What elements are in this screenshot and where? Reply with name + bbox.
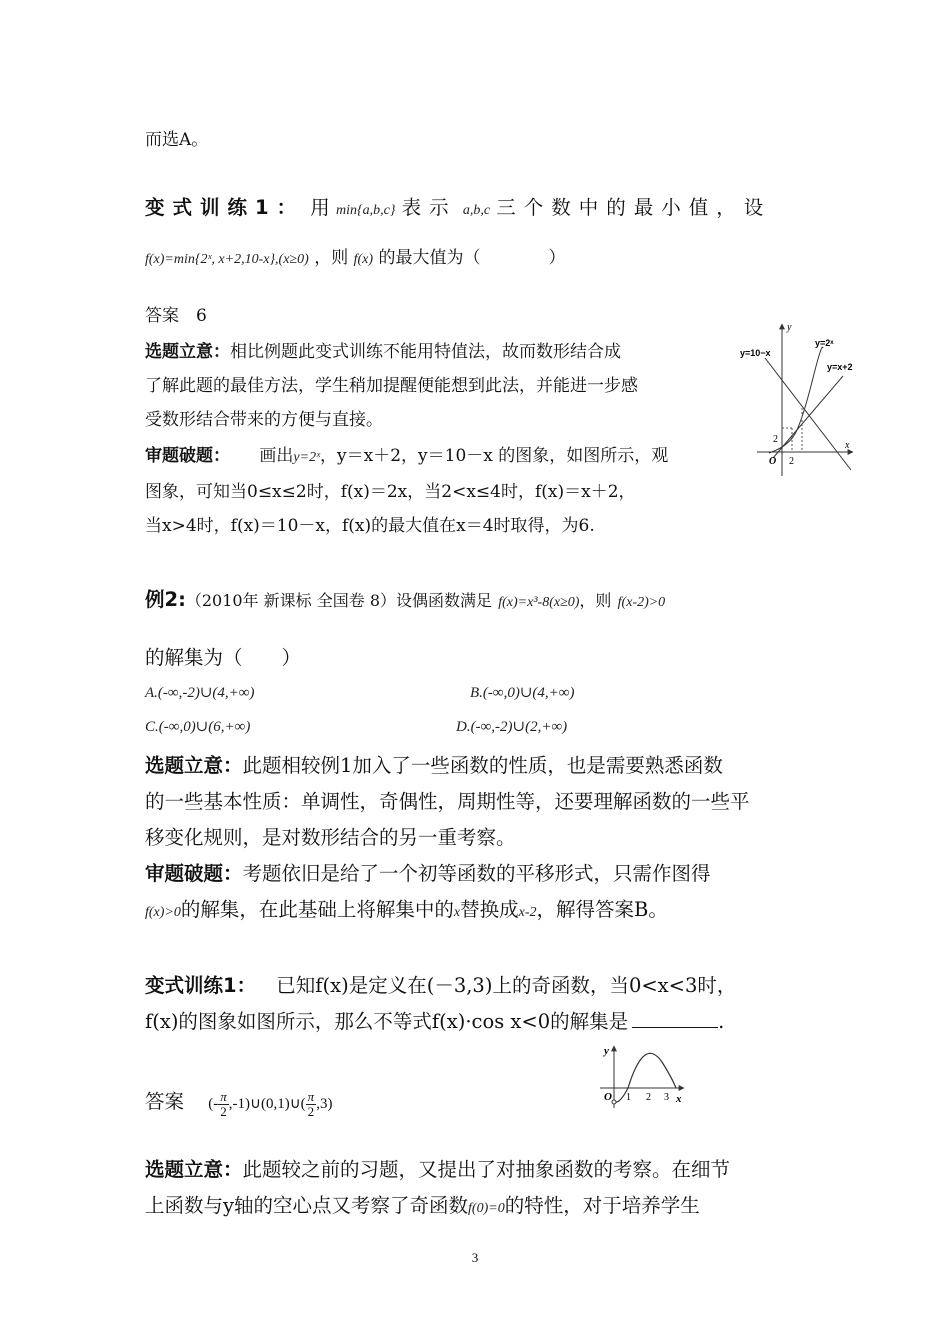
text: 上函数与y轴的空心点又考察了奇函数 [145, 1194, 469, 1217]
text: 替换成 [460, 898, 519, 921]
section-label: 审题破题： [145, 862, 243, 885]
math-expr: x-2 [518, 905, 537, 920]
option-d: D.(-∞,-2)∪(2,+∞) [456, 719, 568, 735]
ex2-intent-line3: 移变化规则，是对数形结合的另一重考察。 [145, 826, 516, 849]
math-expr: a,b,c [462, 203, 491, 218]
text: 此题相较例1加入了一些函数的性质，也是需要熟悉函数 [242, 754, 723, 777]
answer-expression [208, 1089, 333, 1120]
answer-blank [632, 1013, 718, 1028]
math-expr: min{a,b,c} [336, 203, 396, 218]
text: 三个数中的最小值，设 [496, 196, 772, 219]
math-expr: f(x)>0 [145, 905, 181, 920]
intent-line2: 了解此题的最佳方法，学生稍加提醒便能想到此法，并能进一步感 [145, 376, 638, 396]
tick-label-x: 2 [789, 456, 794, 467]
axis-label-x: x [676, 1093, 682, 1105]
section-label: 变式训练1： [145, 974, 257, 997]
page-number: 3 [471, 1250, 479, 1265]
variant-2-line1 [145, 974, 736, 997]
axis-label-y: y [787, 322, 792, 333]
variant-1-question-line1 [145, 196, 771, 220]
math-expr: x [453, 905, 461, 920]
ex2-analysis-line1 [145, 862, 711, 885]
option-c: C.(-∞,0)∪(6,+∞) [145, 719, 251, 735]
open-point [612, 1100, 616, 1104]
text: 用 [310, 196, 330, 219]
math-expr: y=2ˣ [293, 450, 321, 465]
answer-part: ,3) [316, 1096, 333, 1113]
variant-1-question-line2 [145, 248, 565, 269]
fraction-numerator: π [307, 1089, 315, 1104]
text-line: 而选A。 [145, 130, 209, 150]
text: 表示 [401, 196, 457, 219]
variant-2-answer [145, 1090, 332, 1120]
text: 画出 [259, 446, 294, 466]
fraction [306, 1090, 317, 1120]
text: ，解得答案B。 [536, 898, 668, 921]
fraction [218, 1090, 229, 1120]
origin-label: O [604, 1091, 612, 1103]
answer-part: (- [208, 1096, 219, 1113]
math-expr: f(x)=x³-8(x≥0) [498, 595, 580, 610]
origin-label: O [769, 456, 777, 467]
axis-label-y: y [604, 1045, 609, 1057]
answer-label: 答案 [145, 1090, 185, 1114]
section-label: 例2: [145, 588, 186, 611]
text: 的最大值为（ ） [378, 248, 566, 268]
option-a: A.(-∞,-2)∪(4,+∞) [145, 685, 255, 701]
tick-label: 2 [646, 1092, 651, 1103]
ex2-intent-line1 [145, 754, 723, 777]
option-b: B.(-∞,0)∪(4,+∞) [470, 685, 575, 701]
text: ，y＝x＋2，y＝10－x 的图象，如图所示，观 [320, 446, 669, 466]
fraction-denominator: 2 [307, 1104, 315, 1120]
variant-2-intent-line2 [145, 1194, 700, 1218]
fraction-numerator: π [220, 1089, 227, 1104]
text: 考题依旧是给了一个初等函数的平移形式，只需作图得 [242, 862, 711, 885]
math-expr: f(x)=min{2ˣ, x+2,10-x},(x≥0) [145, 252, 309, 267]
figure-2-graph [592, 1042, 692, 1110]
label-increasing-line: y=x+2 [827, 362, 853, 372]
text: 已知f(x)是定义在(－3,3)上的奇函数，当0<x<3时， [276, 974, 737, 997]
math-expr: f(0)=0 [468, 1201, 505, 1216]
section-label: 变式训练1： [145, 196, 305, 219]
ex2-intent-line2: 的一些基本性质：单调性，奇偶性，周期性等，还要理解函数的一些平 [145, 790, 750, 813]
tick-label: 1 [626, 1092, 631, 1103]
fraction-denominator: 2 [220, 1104, 227, 1120]
section-label: 选题立意： [145, 342, 230, 362]
text: 的特性，对于培养学生 [504, 1194, 700, 1217]
example-2-line2: 的解集为（ ） [145, 646, 302, 669]
label-exp: y=2ˣ [815, 338, 834, 348]
label-decreasing-line: y=10−x [740, 348, 771, 358]
section-label: 审题破题： [145, 446, 230, 466]
analysis-line3: 当x>4时，f(x)＝10－x，f(x)的最大值在x＝4时取得，为6. [145, 516, 595, 536]
tick-label-y: 2 [773, 434, 778, 445]
line-decreasing [765, 358, 851, 470]
analysis-line2: 图象，可知当0≤x≤2时，f(x)＝2x，当2<x≤4时，f(x)＝x＋2， [145, 482, 636, 502]
text: 的解集，在此基础上将解集中的 [180, 898, 454, 921]
variant-2-intent-line1 [145, 1158, 730, 1181]
text: . [718, 1010, 725, 1033]
section-label: 选题立意： [145, 1158, 243, 1181]
answer-line: 答案 6 [145, 306, 207, 326]
section-label: 选题立意： [145, 754, 243, 777]
text: ，则 [314, 248, 349, 268]
axis-label-x: x [845, 440, 850, 451]
intent-line3: 受数形结合带来的方便与直接。 [145, 410, 383, 430]
tick-label: 3 [664, 1092, 669, 1103]
text: 此题较之前的习题，又提出了对抽象函数的考察。在细节 [242, 1158, 731, 1181]
figure-1-graph [735, 318, 865, 480]
analysis-line1 [145, 446, 668, 467]
variant-2-line2 [145, 1010, 724, 1033]
text: f(x)的图象如图所示，那么不等式f(x)·cos x<0的解集是 [145, 1010, 629, 1033]
math-expr: f(x) [353, 252, 374, 267]
ex2-analysis-line2 [145, 898, 668, 922]
example-2-line1 [145, 588, 665, 612]
text: 相比例题此变式训练不能用特值法，故而数形结合成 [230, 342, 621, 362]
math-expr: f(x-2)>0 [617, 595, 666, 610]
text: （2010年 新课标 全国卷 8）设偶函数满足 [185, 591, 493, 610]
intent-line1 [145, 342, 621, 362]
text: ，则 [579, 591, 612, 610]
answer-part: ,-1)∪(0,1)∪( [228, 1096, 306, 1113]
